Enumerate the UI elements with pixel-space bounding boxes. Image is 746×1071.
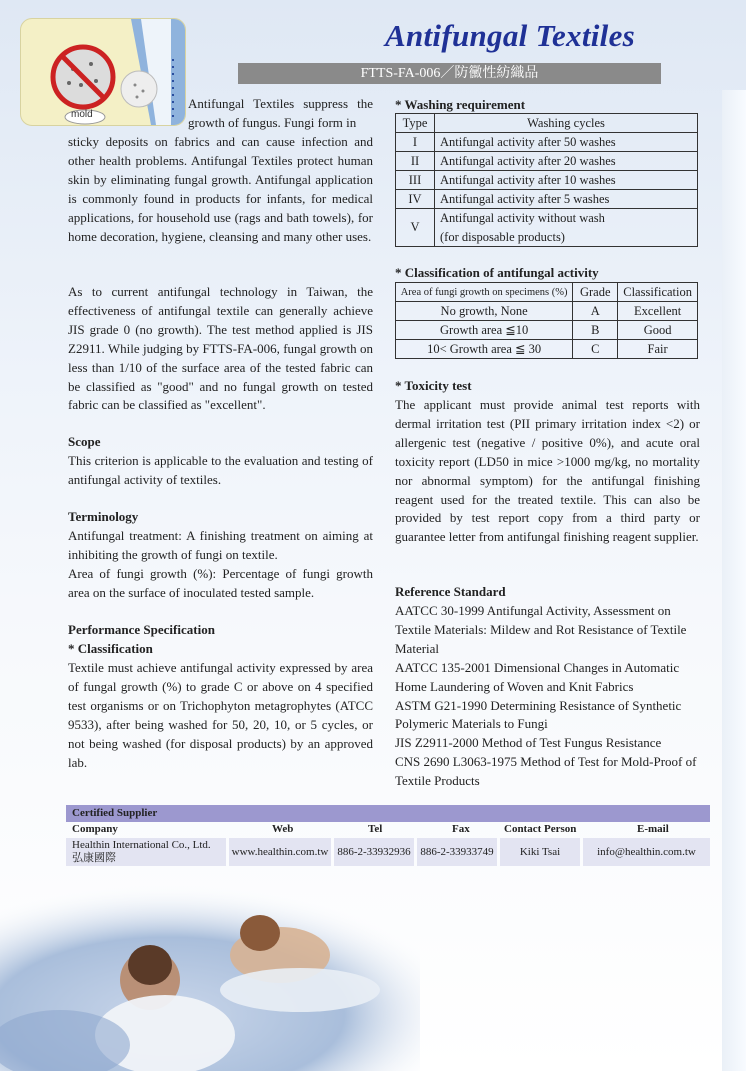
table-cell: IV	[396, 190, 435, 209]
intro-first: Antifungal Textiles suppress the growth of fungus. Fungi form in	[188, 96, 373, 130]
table-row	[396, 133, 698, 152]
reference-heading: Reference Standard	[395, 584, 506, 599]
supplier-row	[66, 838, 710, 866]
table-cell: Good	[618, 321, 698, 340]
table-cell: Antifungal activity after 20 washes	[435, 152, 698, 171]
table-cell: C	[573, 340, 618, 359]
wash-v-line2: (for disposable products)	[440, 229, 565, 244]
header-cell: Area of fungi growth on specimens (%)	[396, 283, 573, 302]
table-row	[396, 190, 698, 209]
header-cell: Washing cycles	[435, 114, 698, 133]
technology-paragraph: As to current antifungal technology in Taiwan, the effectiveness of antifungal textile can generally achieve JIS grade 0 (no growth). The test method applied is JIS Z2911. While judging by FTTS-FA-006, fungal growth on less than 1/10 of the surface area of the tested fabric can be classified as "good" and no fungal growth on tested fabric can be classified as "excellent".	[68, 284, 373, 413]
table-row	[396, 152, 698, 171]
washing-heading: * Washing requirement	[395, 97, 526, 112]
washing-table	[395, 113, 698, 247]
col-email: E-mail	[637, 823, 669, 835]
terminology-area: Area of fungi growth (%): Percentage of fungi growth area on the surface of inoculated tested sample.	[68, 566, 373, 600]
supplier-columns	[66, 822, 710, 837]
company-zh: 弘康國際	[72, 852, 116, 864]
page-title: Antifungal Textiles	[384, 18, 636, 53]
col-fax: Fax	[452, 823, 470, 835]
mold-logo	[20, 18, 186, 126]
table-cell: 10< Growth area ≦ 30	[396, 340, 573, 359]
table-row	[396, 209, 698, 247]
table-cell: Antifungal activity after 50 washes	[435, 133, 698, 152]
table-row	[396, 171, 698, 190]
table-cell: No growth, None	[396, 302, 573, 321]
table-header-row	[396, 283, 698, 302]
supplier-contact: Kiki Tsai	[500, 838, 580, 866]
reference-item: AATCC 30-1999 Antifungal Activity, Assessment on Textile Materials: Mildew and Rot Resistance of Textile Material	[395, 603, 687, 656]
table-cell: II	[396, 152, 435, 171]
supplier-web[interactable]: www.healthin.com.tw	[229, 838, 331, 866]
table-cell	[435, 209, 698, 247]
reference-list	[395, 602, 700, 791]
terminology-treatment: Antifungal treatment: A finishing treatment on aiming at inhibiting the growth of fungi on textile.	[68, 528, 373, 562]
reference-item: CNS 2690 L3063-1975 Method of Test for Mold-Proof of Textile Products	[395, 754, 697, 789]
certified-supplier-heading: Certified Supplier	[66, 805, 710, 822]
table-cell: Growth area ≦10	[396, 321, 573, 340]
scope-heading: Scope	[68, 434, 101, 449]
table-cell: Excellent	[618, 302, 698, 321]
supplier-fax: 886-2-33933749	[417, 838, 497, 866]
toxicity-heading: * Toxicity test	[395, 378, 472, 393]
table-row	[396, 302, 698, 321]
col-contact: Contact Person	[504, 823, 577, 835]
table-cell: V	[396, 209, 435, 247]
terminology-heading: Terminology	[68, 509, 139, 524]
activity-table	[395, 282, 698, 359]
col-company: Company	[72, 823, 118, 835]
header-cell: Type	[396, 114, 435, 133]
table-header-row	[396, 114, 698, 133]
header-cell: Grade	[573, 283, 618, 302]
performance-heading: Performance Specification	[68, 622, 215, 637]
company-en: Healthin International Co., Ltd.	[72, 839, 211, 851]
table-cell: III	[396, 171, 435, 190]
col-tel: Tel	[368, 823, 383, 835]
standard-code-bar: FTTS-FA-006／防黴性紡織品	[238, 63, 661, 84]
reference-item: JIS Z2911-2000 Method of Test Fungus Resistance	[395, 735, 662, 751]
reference-item: ASTM G21-1990 Determining Resistance of Synthetic Polymeric Materials to Fungi	[395, 697, 682, 732]
toxicity-text: The applicant must provide animal test reports with dermal irritation test (PII primary irritation index <2) or allergenic test (negative / positive 0%), and acute oral toxicity report (LD50 in mice >1000 mg/kg, no mortality nor abnormal symptom) for the antifungal finishing reagent used for the treated textile. This can also be provided by test report copy from a third party or guarantee letter from antifungal finishing reagent supplier.	[395, 397, 700, 545]
scope-text: This criterion is applicable to the evaluation and testing of antifungal activity of textiles.	[68, 453, 373, 487]
intro-paragraph: sticky deposits on fabrics and can cause infection and other health problems. Antifungal Textiles protect human skin by eliminating fungal growth. Antifungal application is commonly found in products for infants, for medical applications, for household use (rags and bath towels), for home decoration, hygiene, cleansing and many other uses.	[68, 134, 373, 244]
classification-subheading: * Classification	[68, 641, 153, 656]
table-cell: I	[396, 133, 435, 152]
supplier-email[interactable]: info@healthin.com.tw	[583, 838, 710, 866]
table-row	[396, 321, 698, 340]
header-cell: Classification	[618, 283, 698, 302]
table-cell: B	[573, 321, 618, 340]
no-mold-icon	[21, 19, 185, 125]
spa-photo	[0, 885, 420, 1071]
table-row	[396, 340, 698, 359]
wash-v-line1: Antifungal activity without wash	[440, 211, 605, 225]
table-cell: Antifungal activity after 10 washes	[435, 171, 698, 190]
table-cell: Fair	[618, 340, 698, 359]
classification-text: Textile must achieve antifungal activity expressed by area of fungal growth (%) to grade C or above on 4 specified test organisms or on Trichophyton metagrophytes (ATCC 9533), after being washed for 50, 20, 10, or 5 cycles, or not being washed (for disposal products) by an approved lab.	[68, 660, 373, 770]
supplier-company	[66, 838, 226, 866]
col-web: Web	[272, 823, 294, 835]
table-cell: Antifungal activity after 5 washes	[435, 190, 698, 209]
right-margin-stripe	[722, 90, 746, 1071]
table-cell: A	[573, 302, 618, 321]
logo-label: mold	[71, 109, 93, 120]
supplier-tel: 886-2-33932936	[334, 838, 414, 866]
reference-item: AATCC 135-2001 Dimensional Changes in Automatic Home Laundering of Woven and Knit Fabrics	[395, 659, 680, 694]
activity-heading: * Classification of antifungal activity	[395, 265, 599, 280]
